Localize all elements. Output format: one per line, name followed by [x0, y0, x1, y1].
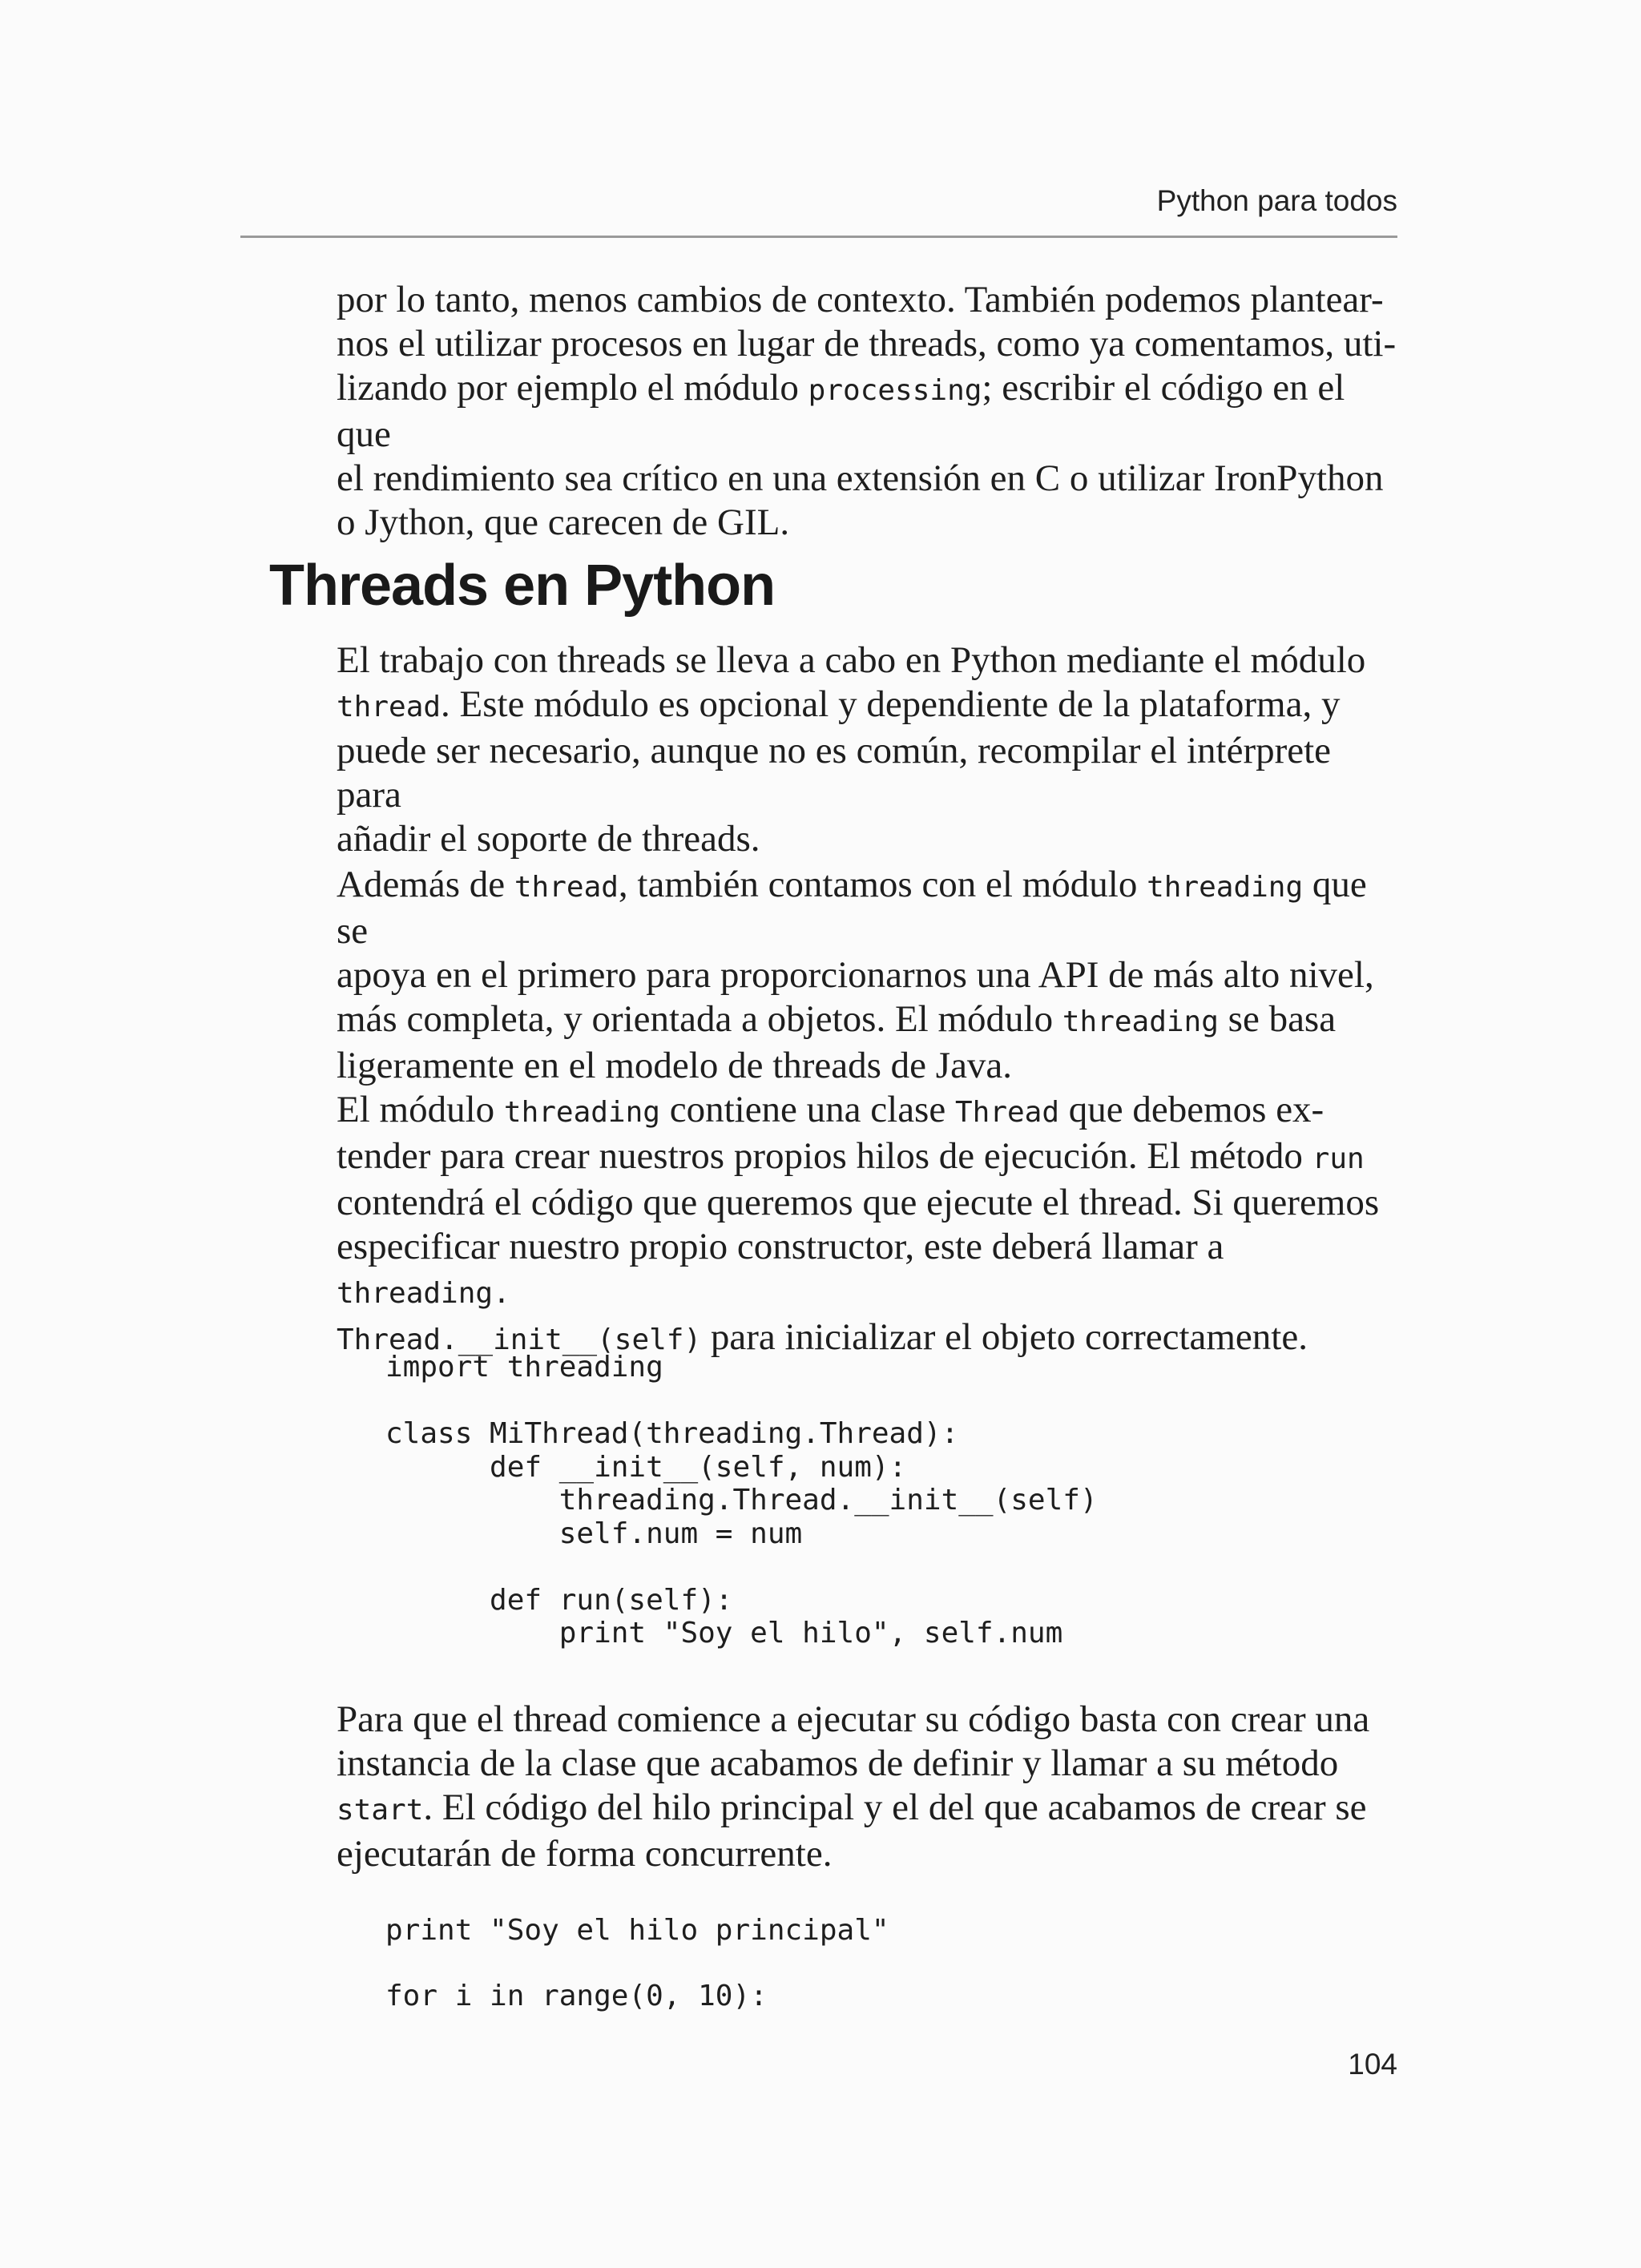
text-line: o Jython, que carecen de GIL.: [337, 502, 790, 543]
code-block-loop: for i in range(0, 10):: [385, 1980, 768, 2012]
text-line: Para que el thread comience a ejecutar su código basta con crear una: [337, 1698, 1370, 1740]
paragraph-threading-module: [337, 863, 1397, 1088]
inline-code: run: [1312, 1142, 1365, 1175]
text-line: el rendimiento sea crítico en una extensión en C o utilizar IronPython: [337, 457, 1384, 499]
text-line: contendrá el código que queremos que ejecute el thread. Si queremos: [337, 1182, 1380, 1223]
inline-code: start: [337, 1794, 424, 1827]
code-block-mithread: import threading class MiThread(threading.Thread): def __init__(self, num): threading.Thread.__init__(self) self.num = num def run(self): print "Soy el hilo", self.num: [385, 1351, 1098, 1650]
text-line: Además de: [337, 864, 514, 905]
text-line: El módulo: [337, 1089, 504, 1130]
inline-code: processing: [808, 374, 982, 407]
paragraph-thread-class: [337, 1088, 1397, 1362]
text-line: que se: [337, 864, 1367, 952]
paragraph-start-method: [337, 1698, 1397, 1876]
text-line: contiene una clase: [659, 1089, 955, 1130]
text-line: nos el utilizar procesos en lugar de threads, como ya comentamos, uti-: [337, 323, 1397, 365]
text-line: apoya en el primero para proporcionarnos una API de más alto nivel,: [337, 954, 1374, 996]
text-line: . El código del hilo principal y el del que acabamos de crear se: [423, 1787, 1367, 1828]
text-line: ejecutarán de forma concurrente.: [337, 1833, 833, 1875]
text-line: instancia de la clase que acabamos de definir y llamar a su método: [337, 1742, 1339, 1784]
code-block-main: print "Soy el hilo principal": [385, 1914, 889, 1947]
text-line: añadir el soporte de threads.: [337, 818, 760, 860]
text-line: , también contamos con el módulo: [618, 864, 1147, 905]
inline-code: Thread: [954, 1096, 1060, 1129]
inline-code: threading: [1062, 1005, 1219, 1038]
inline-code: thread: [514, 871, 619, 904]
text-line: especificar nuestro propio constructor, este deberá llamar a: [337, 1226, 1224, 1267]
inline-code: Thread.__init__(self): [337, 1323, 702, 1356]
text-line: El trabajo con threads se lleva a cabo en Python mediante el módulo: [337, 639, 1366, 681]
inline-code: threading.: [337, 1277, 510, 1310]
text-line: más completa, y orientada a objetos. El módulo: [337, 998, 1062, 1040]
text-line: para inicializar el objeto correctamente.: [701, 1316, 1308, 1358]
text-line: se basa: [1218, 998, 1337, 1040]
text-line: lizando por ejemplo el módulo: [337, 367, 808, 409]
text-line: tender para crear nuestros propios hilos de ejecución. El método: [337, 1135, 1312, 1177]
paragraph-intro: [337, 278, 1397, 545]
inline-code: threading: [1147, 871, 1304, 904]
section-heading: Threads en Python: [269, 554, 776, 618]
text-line: puede ser necesario, aunque no es común, recompilar el intérprete para: [337, 730, 1332, 816]
inline-code: threading: [503, 1096, 660, 1129]
header-rule: [240, 236, 1397, 238]
text-line: ; escribir el código en el que: [337, 367, 1345, 455]
text-line: . Este módulo es opcional y dependiente de la plataforma, y: [441, 683, 1341, 725]
running-header: Python para todos: [1156, 184, 1397, 217]
inline-code: thread: [337, 691, 441, 723]
page-number: 104: [1348, 2048, 1397, 2081]
text-line: que debemos ex-: [1059, 1089, 1324, 1130]
text-line: ligeramente en el modelo de threads de Java.: [337, 1045, 1013, 1086]
text-line: por lo tanto, menos cambios de contexto. También podemos plantear-: [337, 279, 1384, 320]
paragraph-thread-module: [337, 639, 1397, 861]
